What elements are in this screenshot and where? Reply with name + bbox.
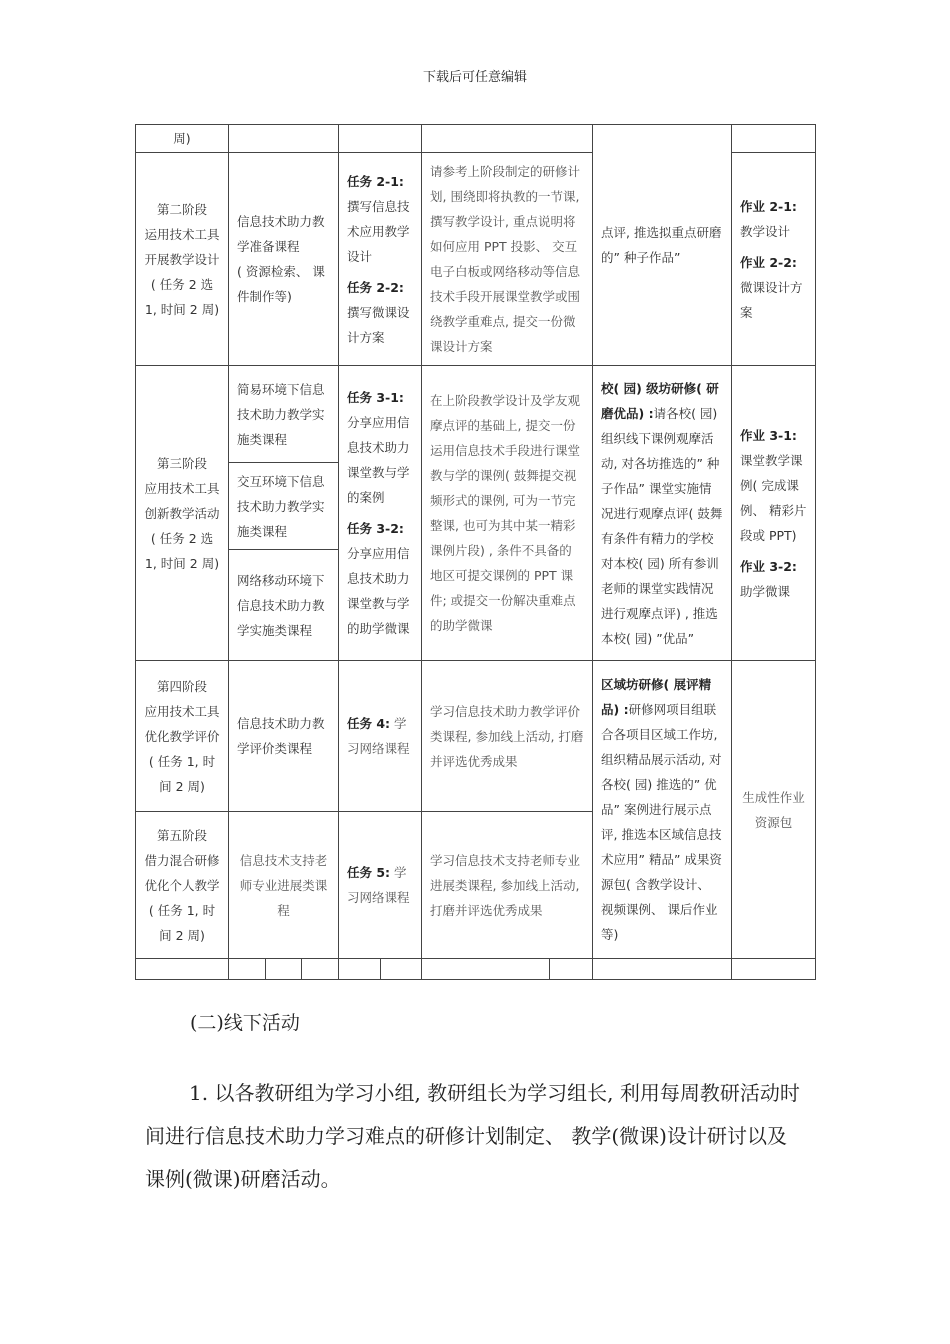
course-cell: 简易环境下信息技术助力教学实施类课程: [229, 366, 339, 463]
task-cell: 任务 5: 学习网络课程: [339, 812, 422, 959]
table-row-stage-3: [136, 366, 816, 463]
requirement-cell: 学习信息技术助力教学评价类课程, 参加线上活动, 打磨并评选优秀成果: [422, 661, 593, 812]
course-cell: 信息技术支持老师专业进展类课程: [229, 812, 339, 959]
training-plan-table: [135, 124, 816, 980]
section-heading: (二)线下活动: [190, 1012, 300, 1034]
task-cell: 任务 4: 学习网络课程: [339, 661, 422, 812]
school-activity-cell: [593, 125, 732, 366]
body-paragraph: 1. 以各教研组为学习小组, 教研组长为学习组长, 利用每周教研活动时间进行信息技术助力学习难点的研修计划制定、 教学(微课)设计研讨以及课例(微课)研磨活动。: [145, 1081, 800, 1191]
school-activity-text: 点评, 推选拟重点研磨的” 种子作品”: [601, 225, 722, 265]
course-cell: 信息技术助力教学评价类课程: [229, 661, 339, 812]
course-cell: 网络移动环境下信息技术助力教学实施类课程: [229, 550, 339, 661]
output-cell: 生成性作业资源包: [732, 661, 816, 959]
stage-cell: 第二阶段 运用技术工具 开展教学设计 ( 任务 2 选 1, 时间 2 周): [136, 153, 229, 366]
table-row-continuation: [136, 125, 816, 153]
course-cell: 交互环境下信息技术助力教学实施类课程: [229, 463, 339, 550]
table-row-stage-4: [136, 661, 816, 812]
course-cell: 信息技术助力教学准备课程 ( 资源检索、 课件制作等): [229, 153, 339, 366]
requirement-cell: 学习信息技术支持老师专业进展类课程, 参加线上活动, 打磨并评选优秀成果: [422, 812, 593, 959]
school-activity-cell: 校( 园) 级坊研修( 研磨优品) :请各校( 园) 组织线下课例观摩活动, 对各坊推选的” 种子作品” 课堂实施情况进行观摩点评( 鼓舞有条件有精力的学校对本校( 园) 所有参训老师的课堂实践情况进行观摩点评) , 推选本校( 园) ”优品”: [593, 366, 732, 661]
table-row-empty: [136, 959, 816, 980]
homework-cell: 作业 3-1: 课堂教学课例( 完成课例、 精彩片段或 PPT) 作业 3-2: 助学微课: [732, 366, 816, 661]
requirement-cell: 在上阶段教学设计及学友观摩点评的基础上, 提交一份运用信息技术手段进行课堂教与学的课例( 鼓舞提交视频形式的课例, 可为一节完整课, 也可为其中某一精彩课例片段) , 条件不具备的地区可提交课例的 PPT 课件; 或提交一份解决重难点的助学微课: [422, 366, 593, 661]
task-cell: 任务 3-1: 分享应用信息技术助力课堂教与学的案例 任务 3-2: 分享应用信息技术助力课堂教与学的助学微课: [339, 366, 422, 661]
region-activity-cell: 区域坊研修( 展评精品) :研修网项目组联合各项目区域工作坊, 组织精品展示活动, 对各校( 园) 推选的” 优品” 案例进行展示点评, 推选本区域信息技术应用” 精品” 成果资源包( 含教学设计、 视频课例、 课后作业等): [593, 661, 732, 959]
homework-cell: 作业 2-1: 教学设计 作业 2-2: 微课设计方案: [732, 153, 816, 366]
task-cell: 任务 2-1: 撰写信息技术应用教学设计 任务 2-2: 撰写微课设计方案: [339, 153, 422, 366]
stage-cell: 第三阶段 应用技术工具 创新教学活动 ( 任务 2 选 1, 时间 2 周): [136, 366, 229, 661]
requirement-cell: 请参考上阶段制定的研修计划, 围绕即将执教的一节课, 撰写教学设计, 重点说明将如何应用 PPT 投影、 交互电子白板或网络移动等信息技术手段开展课堂教学或围绕教学重难点, 提交一份微课设计方案: [422, 153, 593, 366]
page-header: 下载后可任意编辑: [422, 70, 527, 85]
stage-cell: 周): [136, 125, 229, 153]
stage-cell: 第四阶段 应用技术工具 优化教学评价 ( 任务 1, 时间 2 周): [136, 661, 229, 812]
stage-cell: 第五阶段 借力混合研修 优化个人教学 ( 任务 1, 时间 2 周): [136, 812, 229, 959]
